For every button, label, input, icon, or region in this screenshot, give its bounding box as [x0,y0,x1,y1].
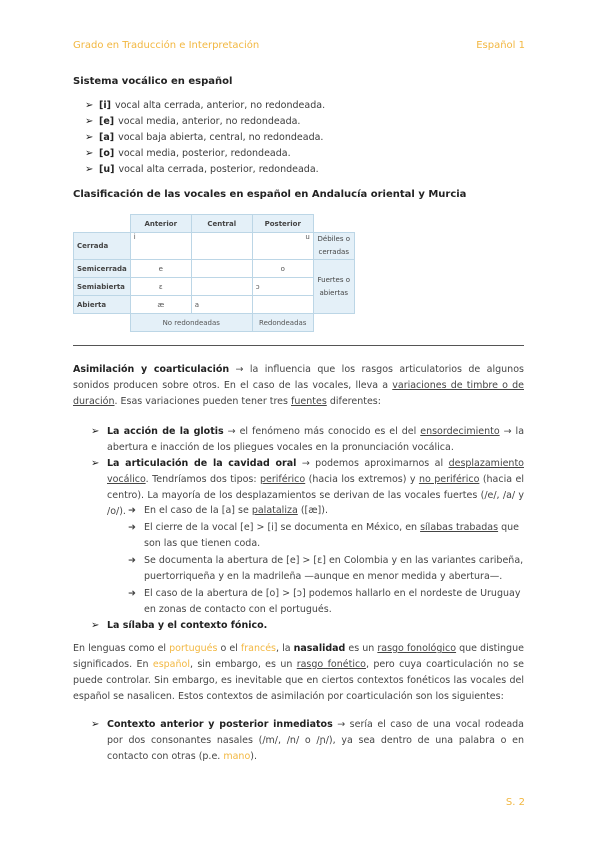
list-item [85,146,325,162]
term-glottis: La acción de la glotis [107,426,224,437]
paragraph-text: → la abertura e inacción de los pliegues vocales en la pronunciación vocálica. [107,426,525,453]
sub-bullet-palatalization [144,503,524,519]
highlighted-language: portugués [169,643,218,654]
table-footer-label: No redondeadas [130,314,252,332]
table-cell [252,296,313,314]
vowel-description: vocal media, posterior, redondeada. [118,148,291,159]
sub-bullet-opening-colombia [144,553,524,585]
table-header: Central [191,215,252,233]
table-side-label: Fuertes o abiertas [313,260,354,314]
arrow-bullet-icon: ➢ [91,620,100,631]
vowel-description: vocal media, anterior, no redondeada. [118,116,301,127]
vowel-symbol: [e] [99,116,115,127]
arrow-bullet-icon: ➢ [85,132,94,143]
arrow-bullet-icon: ➢ [91,458,100,469]
table-cell: e [130,260,191,278]
table-corner [74,215,131,233]
underlined-term: desplazamiento vocálico [107,458,524,485]
paragraph-text: En el caso de la [a] se [144,505,249,516]
vowel-description: vocal alta cerrada, anterior, no redondeada. [114,100,326,111]
table-side-label: Débiles o cerradas [313,233,354,260]
table-cell [191,260,252,278]
paragraph-text: Se documenta la abertura de [e] > [ɛ] en Colombia y en las variantes caribeña, puertorriqueña y en la madrileña —aunque en menor medida y abertura—. [144,555,524,582]
table-cell: o [252,260,313,278]
paragraph-text: , pero cuya coarticulación no se puede controlar. Sin embargo, es inevitable que en ciertos contextos fonéticos las vocales del español se nasalicen. Estos contextos de asimilación por coarticulación son los siguientes: [73,659,524,702]
underlined-term: rasgo fonético [296,659,366,670]
underlined-term: fuentes [291,396,327,407]
paragraph-text: es un [348,643,375,654]
sub-bullet-opening-uruguay [144,586,524,618]
underlined-term: variaciones de timbre o de duración [73,380,524,407]
term-oral-cavity: La articulación de la cavidad oral [107,458,297,469]
table-cell: u [252,233,313,260]
term-context: Contexto anterior y posterior inmediatos [107,719,333,730]
table-header: Anterior [130,215,191,233]
table-row-label: Semiabierta [74,278,131,296]
list-item [85,162,325,178]
arrow-bullet-icon: ➢ [85,116,94,127]
list-item [85,114,325,130]
arrow-icon: → [235,364,244,375]
section-divider [73,345,524,346]
section-title-vowel-system: Sistema vocálico en español [73,76,233,87]
table-cell: i [130,233,191,260]
paragraph-text: o el [220,643,238,654]
paragraph-text: , sin embargo, es un [189,659,293,670]
arrow-bullet-icon: ➢ [91,719,100,730]
page-number: S. 2 [505,797,525,808]
underlined-term: ensordecimiento [420,426,500,437]
paragraph-text: que son las que tienen coda. [144,522,520,549]
arrow-icon: ➜ [128,588,136,599]
paragraph-text: (hacia el centro). La mayoría de los desplazamientos se derivan de las vocales fuertes (/e/, /a/ y /o/). [107,474,524,517]
arrow-bullet-icon: ➢ [85,148,94,159]
underlined-term: sílabas trabadas [420,522,499,533]
paragraph-nasality [73,641,524,705]
highlighted-example: mano [223,751,251,762]
term-nasality: nasalidad [293,643,346,654]
list-item [85,98,325,114]
table-cell: ɔ [252,278,313,296]
underlined-term: periférico [260,474,306,485]
bullet-syllable [107,618,524,634]
arrow-icon: ➜ [128,522,136,533]
vowel-symbol: [o] [99,148,115,159]
vowel-classification-table [73,214,355,332]
paragraph-text: ). [250,751,258,762]
vowel-list [85,98,325,178]
term-assimilation: Asimilación y coarticulación [73,364,230,375]
table-corner [313,314,354,332]
table-corner [74,314,131,332]
arrow-bullet-icon: ➢ [85,100,94,111]
table-row-label: Abierta [74,296,131,314]
table-cell: æ [130,296,191,314]
paragraph-text: diferentes: [329,396,381,407]
table-footer-label: Redondeadas [252,314,313,332]
underlined-term: rasgo fonológico [377,643,457,654]
table-cell [191,278,252,296]
underlined-term: palataliza [251,505,298,516]
document-course-title: Grado en Traducción e Interpretación [73,40,260,51]
highlighted-language: francés [240,643,277,654]
list-item [85,130,325,146]
vowel-description: vocal baja abierta, central, no redondeada. [118,132,324,143]
table-row-label: Semicerrada [74,260,131,278]
paragraph-text: (hacia los extremos) y [308,474,416,485]
section-title-classification: Clasificación de las vocales en español en Andalucía oriental y Murcia [73,189,467,200]
paragraph-text: . Tendríamos dos tipos: [145,474,257,485]
paragraph-text: la influencia que los rasgos articulatorios de algunos sonidos producen sobre otros. En el caso de las vocales, lleva a [73,364,524,391]
table-header: Posterior [252,215,313,233]
table-cell: ɛ [130,278,191,296]
paragraph-assimilation [73,362,524,410]
paragraph-text: En lenguas como el [73,643,167,654]
term-syllable: La sílaba y el contexto fónico. [107,620,268,631]
table-corner [313,215,354,233]
paragraph-text: → el fenómeno más conocido es el del [227,426,417,437]
bullet-context [107,717,524,765]
table-row-label: Cerrada [74,233,131,260]
paragraph-text: El cierre de la vocal [e] > [i] se documenta en México, en [144,522,418,533]
paragraph-text: que distingue significados. En [73,643,524,670]
bullet-glottis [107,424,524,456]
paragraph-text: → podemos aproximarnos al [301,458,444,469]
vowel-symbol: [a] [99,132,115,143]
arrow-bullet-icon: ➢ [85,164,94,175]
paragraph-text: . Esas variaciones pueden tener tres [114,396,288,407]
paragraph-text: → sería el caso de una vocal rodeada por dos consonantes nasales (/m/, /n/ o /ɲ/), ya sea dentro de una palabra o en contacto con otras (p.e. [107,719,524,762]
arrow-icon: ➜ [128,555,136,566]
document-subject: Español 1 [476,40,525,51]
paragraph-text: El caso de la abertura de [o] > [ɔ] podemos hallarlo en el nordeste de Uruguay en zonas de contacto con el portugués. [144,588,521,615]
vowel-description: vocal alta cerrada, posterior, redondeada. [118,164,319,175]
underlined-term: no periférico [418,474,480,485]
arrow-icon: ➜ [128,505,136,516]
vowel-symbol: [u] [99,164,115,175]
table-cell: a [191,296,252,314]
vowel-symbol: [i] [99,100,111,111]
sub-bullet-closing [144,520,524,552]
paragraph-text: ([æ]). [300,505,328,516]
table-cell [191,233,252,260]
highlighted-language: español [152,659,190,670]
arrow-bullet-icon: ➢ [91,426,100,437]
paragraph-text: , la [276,643,291,654]
